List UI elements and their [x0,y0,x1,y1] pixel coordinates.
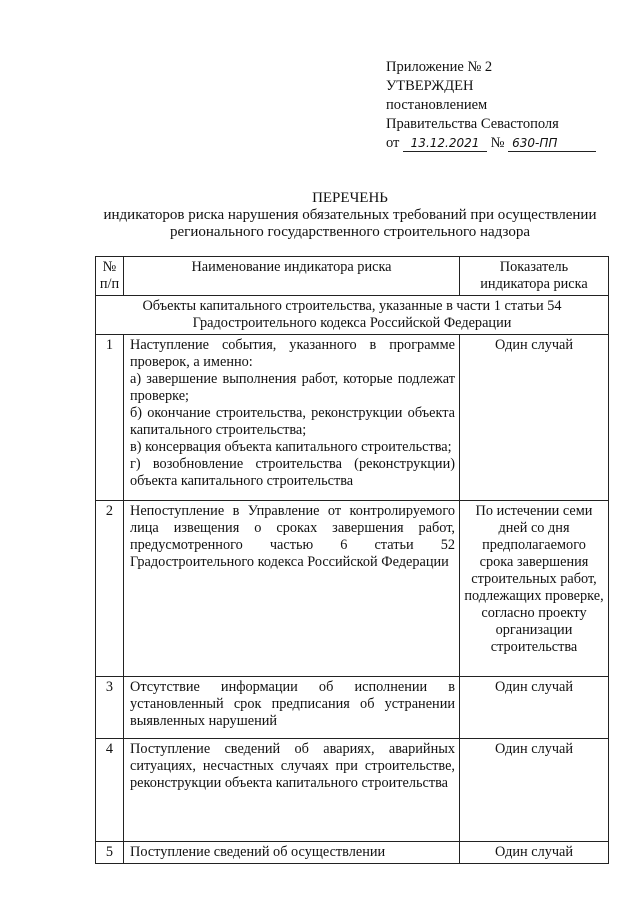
row-num: 3 [96,677,124,739]
row-num: 5 [96,842,124,864]
row-num: 2 [96,501,124,677]
row-num: 4 [96,739,124,842]
document-subtitle-1: индикаторов риска нарушения обязательных требований при осуществлении [103,207,597,223]
row-subitem: б) окончание строительства, реконструкции объекта капитального строительства; [130,405,455,438]
document-title: ПЕРЕЧЕНЬ [312,190,388,206]
row-name: Отсутствие информации об исполнении в установленный срок предписания об устранении выявленных нарушений [124,677,460,739]
row-name: Непоступление в Управление от контролируемого лица извещения о сроках завершения работ, предусмотренного частью 6 статьи 52 Градостроительного кодекса Российской Федерации [124,501,460,677]
approval-block [386,58,596,153]
row-name-intro: Наступление события, указанного в программе проверок, а именно: [130,337,455,370]
from-label: от [386,135,400,151]
document-heading [60,190,640,241]
appendix-label: Приложение № 2 [386,59,493,75]
header-indicator [460,257,609,296]
approval-number: 630-ПП [508,136,596,152]
table-header-row [96,257,609,296]
row-name: Поступление сведений об авариях, аварийных ситуациях, несчастных случаях при строительстве, реконструкции объекта капитального строительства [124,739,460,842]
date-number-line [386,134,596,153]
table-row [96,739,609,842]
row-indicator: Один случай [460,335,609,501]
row-name: Поступление сведений об осуществлении [124,842,460,864]
approval-date: 13.12.2021 [403,136,487,152]
government-label: Правительства Севастополя [386,116,559,132]
header-indicator-line2: индикатора риска [480,276,588,292]
number-label: № [490,135,505,151]
row-subitem: г) возобновление строительства (реконструкции) объекта капитального строительства [130,456,455,489]
row-subitem: в) консервация объекта капитального строительства; [130,439,452,455]
resolution-label: постановлением [386,97,488,113]
row-indicator: Один случай [460,677,609,739]
row-num: 1 [96,335,124,501]
table-row [96,842,609,864]
document-subtitle-2: регионального государственного строительного надзора [170,224,530,240]
header-indicator-line1: Показатель [499,259,569,275]
header-num-line2: п/п [99,276,120,292]
group-title: Объекты капитального строительства, указанные в части 1 статьи 54 Градостроительного кодекса Российской Федерации [96,296,609,335]
row-indicator: Один случай [460,842,609,864]
row-subitem: а) завершение выполнения работ, которые подлежат проверке; [130,371,455,404]
group-row [96,296,609,335]
header-num-line1: № [102,259,117,275]
table-row [96,335,609,501]
approved-label: УТВЕРЖДЕН [386,78,474,94]
row-indicator: Один случай [460,739,609,842]
header-name: Наименование индикатора риска [124,257,460,296]
risk-indicators-table [95,256,609,864]
row-indicator: По истечении семи дней со дня предполагаемого срока завершения строительных работ, подлежащих проверке, согласно проекту организации строительства [460,501,609,677]
row-name [124,335,460,501]
header-num [96,257,124,296]
table-row [96,677,609,739]
table-row [96,501,609,677]
